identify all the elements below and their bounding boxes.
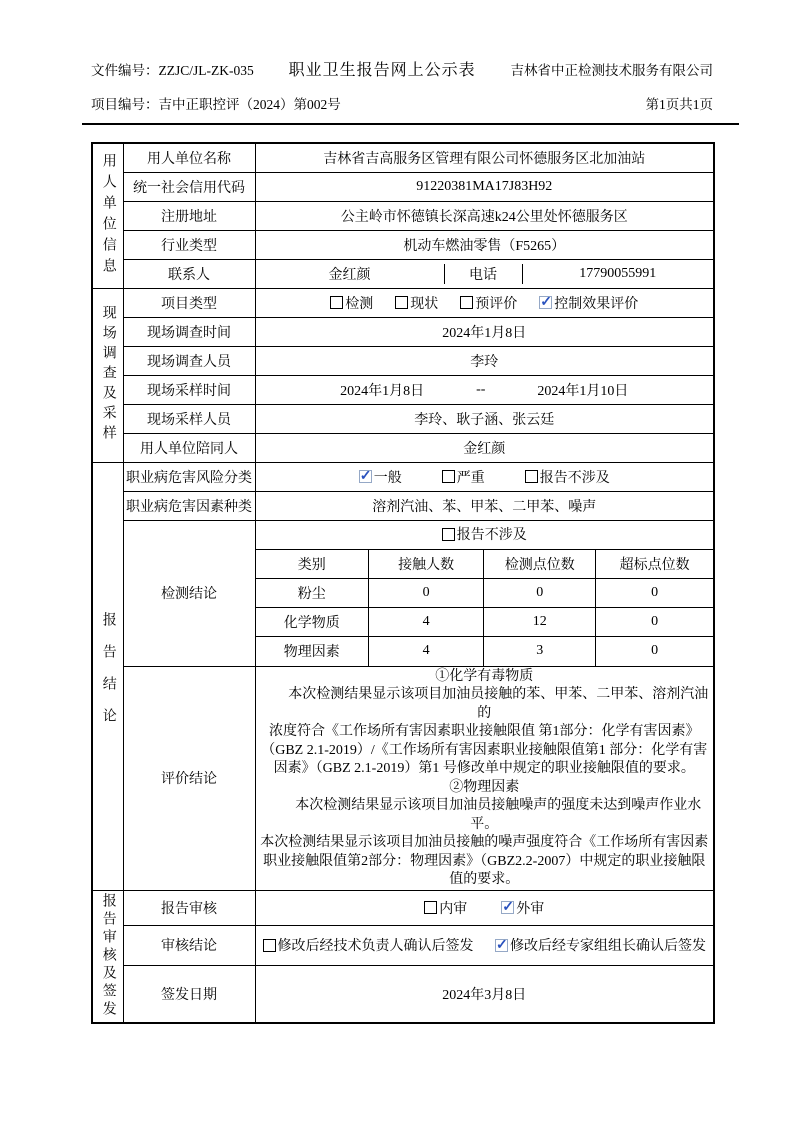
column-header-exposed: 接触人数 bbox=[369, 550, 484, 579]
table-row bbox=[92, 172, 714, 201]
checkbox-label: 外审 bbox=[516, 901, 545, 917]
cell-exposed: 4 bbox=[369, 637, 484, 666]
employer-name-value: 吉林省吉高服务区管理有限公司怀德服务区北加油站 bbox=[255, 143, 714, 172]
section-employer-label: 用人单位信息 bbox=[92, 143, 123, 288]
checkbox-icon bbox=[442, 470, 455, 483]
checkbox-icon bbox=[495, 939, 508, 952]
detection-na-row bbox=[256, 521, 714, 550]
address-label: 注册地址 bbox=[123, 201, 255, 230]
section-survey-label: 现场调查及采样 bbox=[92, 288, 123, 462]
checkbox-label: 现状 bbox=[410, 296, 439, 312]
detection-conclusion-cell bbox=[255, 520, 714, 666]
checkbox-option-tech-lead-confirm bbox=[263, 935, 474, 955]
section-conclusion-label: 报告结论 bbox=[92, 462, 123, 890]
escort-label: 用人单位陪同人 bbox=[123, 433, 255, 462]
document-header bbox=[91, 0, 713, 125]
survey-staff-value: 李玲 bbox=[255, 346, 714, 375]
cell-exposed: 0 bbox=[369, 579, 484, 608]
industry-value: 机动车燃油零售（F5265） bbox=[255, 230, 714, 259]
table-row bbox=[92, 317, 714, 346]
table-row bbox=[92, 491, 714, 520]
checkbox-icon bbox=[330, 296, 343, 309]
table-row bbox=[92, 462, 714, 491]
checkbox-label: 预评价 bbox=[475, 296, 518, 312]
issue-date-value: 2024年3月8日 bbox=[255, 965, 714, 1023]
cell-points: 12 bbox=[484, 608, 596, 637]
column-header-exceed: 超标点位数 bbox=[596, 550, 713, 579]
checkbox-option-control-effect bbox=[539, 293, 638, 313]
contact-row bbox=[255, 259, 714, 288]
escort-value: 金红颜 bbox=[255, 433, 714, 462]
risk-class-options bbox=[255, 462, 714, 491]
checkbox-icon bbox=[359, 470, 372, 483]
table-row bbox=[92, 346, 714, 375]
industry-label: 行业类型 bbox=[123, 230, 255, 259]
cell-category: 化学物质 bbox=[256, 608, 369, 637]
sampling-date-label: 现场采样时间 bbox=[123, 375, 255, 404]
checkbox-option-general bbox=[359, 467, 402, 487]
table-row bbox=[92, 201, 714, 230]
cell-exceed: 0 bbox=[596, 637, 713, 666]
hazard-factors-value: 溶剂汽油、苯、甲苯、二甲苯、噪声 bbox=[255, 491, 714, 520]
contact-name: 金红颜 bbox=[328, 267, 371, 283]
table-header-row bbox=[256, 550, 714, 579]
table-row-chemical bbox=[256, 608, 714, 637]
table-row bbox=[92, 520, 714, 666]
cell-points: 0 bbox=[484, 579, 596, 608]
page-indicator: 第1页共1页 bbox=[645, 97, 713, 112]
evaluation-text: ①化学有毒物质 本次检测结果显示该项目加油员接触的苯、甲苯、二甲苯、溶剂汽油的 浓度符合《工作场所有害因素职业接触限值 第1部分：化学有害因素》 （GBZ 2.1-2019）/《工作场所有害因素职业接触限值第1 部分：化学有害 因素》（GBZ 2.1-2019）第1 号修改单中规定的职业接触限值的要求。 ②物理因素 本次检测结果显示该项目加油员接触噪声的强度未达到噪声作业水平。 本次检测结果显示该项目加油员接触的噪声强度符合《工作场所有害因素 职业接触限值第2部分：物理因素》（GBZ2.2-2007）中规定的职业接触限 值的要求。 bbox=[260, 668, 709, 887]
cell-points: 3 bbox=[484, 637, 596, 666]
checkbox-label: 控制效果评价 bbox=[554, 296, 639, 312]
evaluation-conclusion-label: 评价结论 bbox=[123, 666, 255, 890]
survey-date-label: 现场调查时间 bbox=[123, 317, 255, 346]
checkbox-icon bbox=[539, 296, 552, 309]
main-form-table bbox=[91, 142, 715, 1024]
checkbox-icon bbox=[501, 901, 514, 914]
risk-class-label: 职业病危害风险分类 bbox=[123, 462, 255, 491]
checkbox-option-report-na bbox=[442, 524, 527, 544]
review-conclusion-label: 审核结论 bbox=[123, 925, 255, 965]
table-row bbox=[92, 259, 714, 288]
checkbox-label: 报告不涉及 bbox=[539, 470, 610, 486]
cell-category: 物理因素 bbox=[256, 637, 369, 666]
report-review-label: 报告审核 bbox=[123, 890, 255, 925]
phone-label: 电话 bbox=[444, 264, 522, 284]
checkbox-option-not-involved bbox=[525, 467, 610, 487]
table-row-dust bbox=[256, 579, 714, 608]
checkbox-icon bbox=[525, 470, 538, 483]
cell-exposed: 4 bbox=[369, 608, 484, 637]
review-conclusion-options bbox=[255, 925, 714, 965]
issue-date-label: 签发日期 bbox=[123, 965, 255, 1023]
employer-name-label: 用人单位名称 bbox=[123, 143, 255, 172]
header-divider bbox=[82, 123, 739, 125]
sampling-staff-value: 李玲、耿子涵、张云廷 bbox=[255, 404, 714, 433]
table-row bbox=[92, 404, 714, 433]
column-header-category: 类别 bbox=[256, 550, 369, 579]
checkbox-option-internal-review bbox=[424, 898, 467, 918]
table-row bbox=[92, 143, 714, 172]
checkbox-option-severe bbox=[442, 467, 485, 487]
checkbox-label: 严重 bbox=[456, 470, 485, 486]
survey-date-value: 2024年1月8日 bbox=[255, 317, 714, 346]
checkbox-label: 报告不涉及 bbox=[456, 528, 527, 543]
checkbox-option-pre-evaluation bbox=[460, 293, 517, 313]
table-row bbox=[92, 890, 714, 925]
project-type-options bbox=[255, 288, 714, 317]
table-row bbox=[92, 288, 714, 317]
project-type-label: 项目类型 bbox=[123, 288, 255, 317]
table-row bbox=[92, 230, 714, 259]
checkbox-label: 内审 bbox=[439, 901, 468, 917]
sampling-staff-label: 现场采样人员 bbox=[123, 404, 255, 433]
credit-code-value: 91220381MA17J83H92 bbox=[255, 172, 714, 201]
checkbox-icon bbox=[263, 939, 276, 952]
report-review-options bbox=[255, 890, 714, 925]
cell-exceed: 0 bbox=[596, 608, 713, 637]
checkbox-icon bbox=[460, 296, 473, 309]
sampling-date-start: 2024年1月8日 bbox=[340, 383, 425, 399]
column-header-points: 检测点位数 bbox=[484, 550, 596, 579]
checkbox-icon bbox=[395, 296, 408, 309]
checkbox-option-expert-leader-confirm bbox=[495, 935, 706, 955]
table-row bbox=[92, 433, 714, 462]
project-number: 项目编号：吉中正职控评（2024）第002号 bbox=[91, 97, 341, 112]
doc-number: 文件编号：ZZJC/JL-ZK-035 bbox=[91, 63, 254, 78]
checkbox-option-status-quo bbox=[395, 293, 438, 313]
checkbox-label: 检测 bbox=[345, 296, 374, 312]
checkbox-icon bbox=[424, 901, 437, 914]
phone-value: 17790055991 bbox=[522, 264, 714, 284]
sampling-date-end: 2024年1月10日 bbox=[537, 383, 629, 399]
company-name: 吉林省中正检测技术服务有限公司 bbox=[510, 63, 713, 78]
evaluation-conclusion-cell bbox=[255, 666, 714, 890]
sampling-date-separator: -- bbox=[476, 381, 486, 397]
checkbox-label: 一般 bbox=[373, 470, 402, 486]
contact-label: 联系人 bbox=[123, 259, 255, 288]
checkbox-option-external-review bbox=[501, 898, 544, 918]
detection-table bbox=[256, 521, 714, 666]
sampling-date-value bbox=[255, 375, 714, 404]
section-review-label: 报告审核及签发 bbox=[92, 890, 123, 1023]
cell-exceed: 0 bbox=[596, 579, 713, 608]
checkbox-option-detection bbox=[330, 293, 373, 313]
table-row bbox=[256, 521, 714, 550]
table-row-physical bbox=[256, 637, 714, 666]
table-row bbox=[92, 666, 714, 890]
table-row bbox=[92, 925, 714, 965]
doc-title: 职业卫生报告网上公示表 bbox=[288, 62, 476, 79]
checkbox-icon bbox=[442, 528, 455, 541]
checkbox-label: 修改后经专家组组长确认后签发 bbox=[510, 939, 706, 954]
address-value: 公主岭市怀德镇长深高速k24公里处怀德服务区 bbox=[255, 201, 714, 230]
table-row bbox=[92, 965, 714, 1023]
survey-staff-label: 现场调查人员 bbox=[123, 346, 255, 375]
credit-code-label: 统一社会信用代码 bbox=[123, 172, 255, 201]
table-row bbox=[92, 375, 714, 404]
checkbox-label: 修改后经技术负责人确认后签发 bbox=[277, 939, 474, 954]
detection-conclusion-label: 检测结论 bbox=[123, 520, 255, 666]
cell-category: 粉尘 bbox=[256, 579, 369, 608]
hazard-factors-label: 职业病危害因素种类 bbox=[123, 491, 255, 520]
